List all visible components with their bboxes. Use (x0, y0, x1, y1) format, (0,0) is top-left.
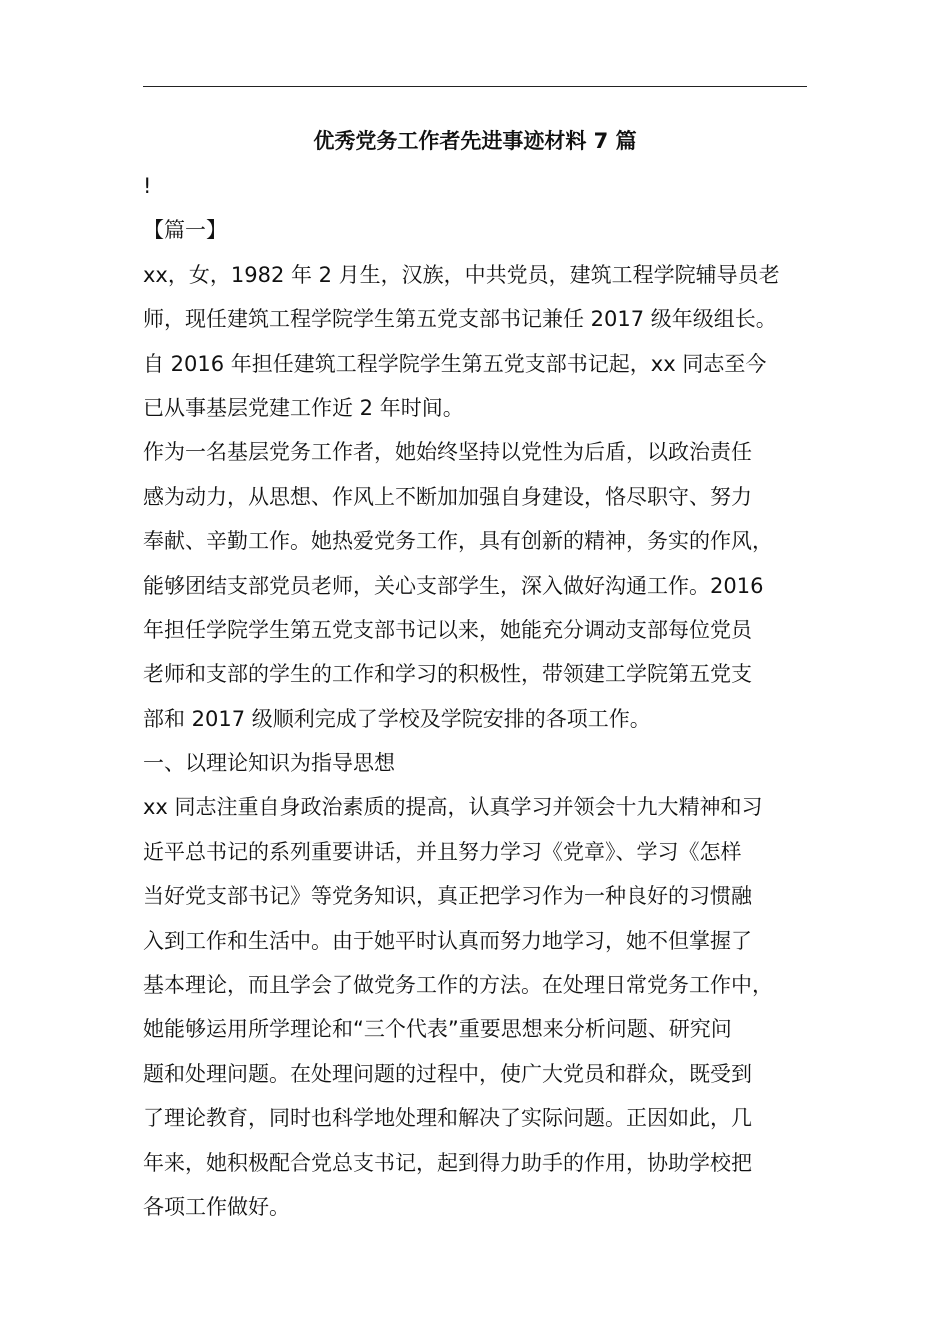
body-line: 题和处理问题。在处理问题的过程中，使广大党员和群众，既受到 (143, 1061, 752, 1086)
body-line: 老师和支部的学生的工作和学习的积极性，带领建工学院第五党支 (143, 662, 752, 687)
body-line: 她能够运用所学理论和“三个代表”重要思想来分析问题、研究问 (143, 1017, 732, 1042)
body-line: xx，女，1982 年 2 月生，汉族，中共党员，建筑工程学院辅导员老 (143, 262, 780, 287)
body-line: 各项工作做好。 (143, 1194, 290, 1219)
body-line: 了理论教育，同时也科学地处理和解决了实际问题。正因如此，几 (143, 1106, 752, 1131)
document-title: 优秀党务工作者先进事迹材料 7 篇 (313, 129, 637, 153)
body-line: 作为一名基层党务工作者，她始终坚持以党性为后盾，以政治责任 (143, 440, 752, 465)
body-line: 师，现任建筑工程学院学生第五党支部书记兼任 2017 级年级组长。 (143, 307, 777, 332)
body-line: ! (143, 174, 152, 198)
body-line: 近平总书记的系列重要讲话，并且努力学习《党章》、学习《怎样 (143, 839, 742, 864)
body-line: 自 2016 年担任建筑工程学院学生第五党支部书记起，xx 同志至今 (143, 351, 767, 376)
body-line: 基本理论，而且学会了做党务工作的方法。在处理日常党务工作中， (143, 973, 773, 998)
body-line: 已从事基层党建工作近 2 年时间。 (143, 395, 464, 420)
header-rule (143, 86, 807, 87)
body-line: 能够团结支部党员老师，关心支部学生，深入做好沟通工作。2016 (143, 573, 764, 598)
body-line: 入到工作和生活中。由于她平时认真而努力地学习，她不但掌握了 (143, 928, 752, 953)
body-line: 奉献、辛勤工作。她热爱党务工作，具有创新的精神，务实的作风， (143, 529, 773, 554)
body-line: 当好党支部书记》等党务知识，真正把学习作为一种良好的习惯融 (143, 884, 752, 909)
body-line: 部和 2017 级顺利完成了学校及学院安排的各项工作。 (143, 706, 651, 731)
body-line: xx 同志注重自身政治素质的提高，认真学习并领会十九大精神和习 (143, 795, 763, 820)
body-line: 年担任学院学生第五党支部书记以来，她能充分调动支部每位党员 (143, 617, 752, 642)
body-line: 年来，她积极配合党总支书记，起到得力助手的作用，协助学校把 (143, 1150, 752, 1175)
body-line: 感为动力，从思想、作风上不断加加强自身建设，恪尽职守、努力 (143, 484, 752, 509)
body-line: 【篇一】 (143, 218, 227, 243)
document-body (143, 164, 823, 1229)
section-heading: 一、以理论知识为指导思想 (143, 751, 395, 776)
